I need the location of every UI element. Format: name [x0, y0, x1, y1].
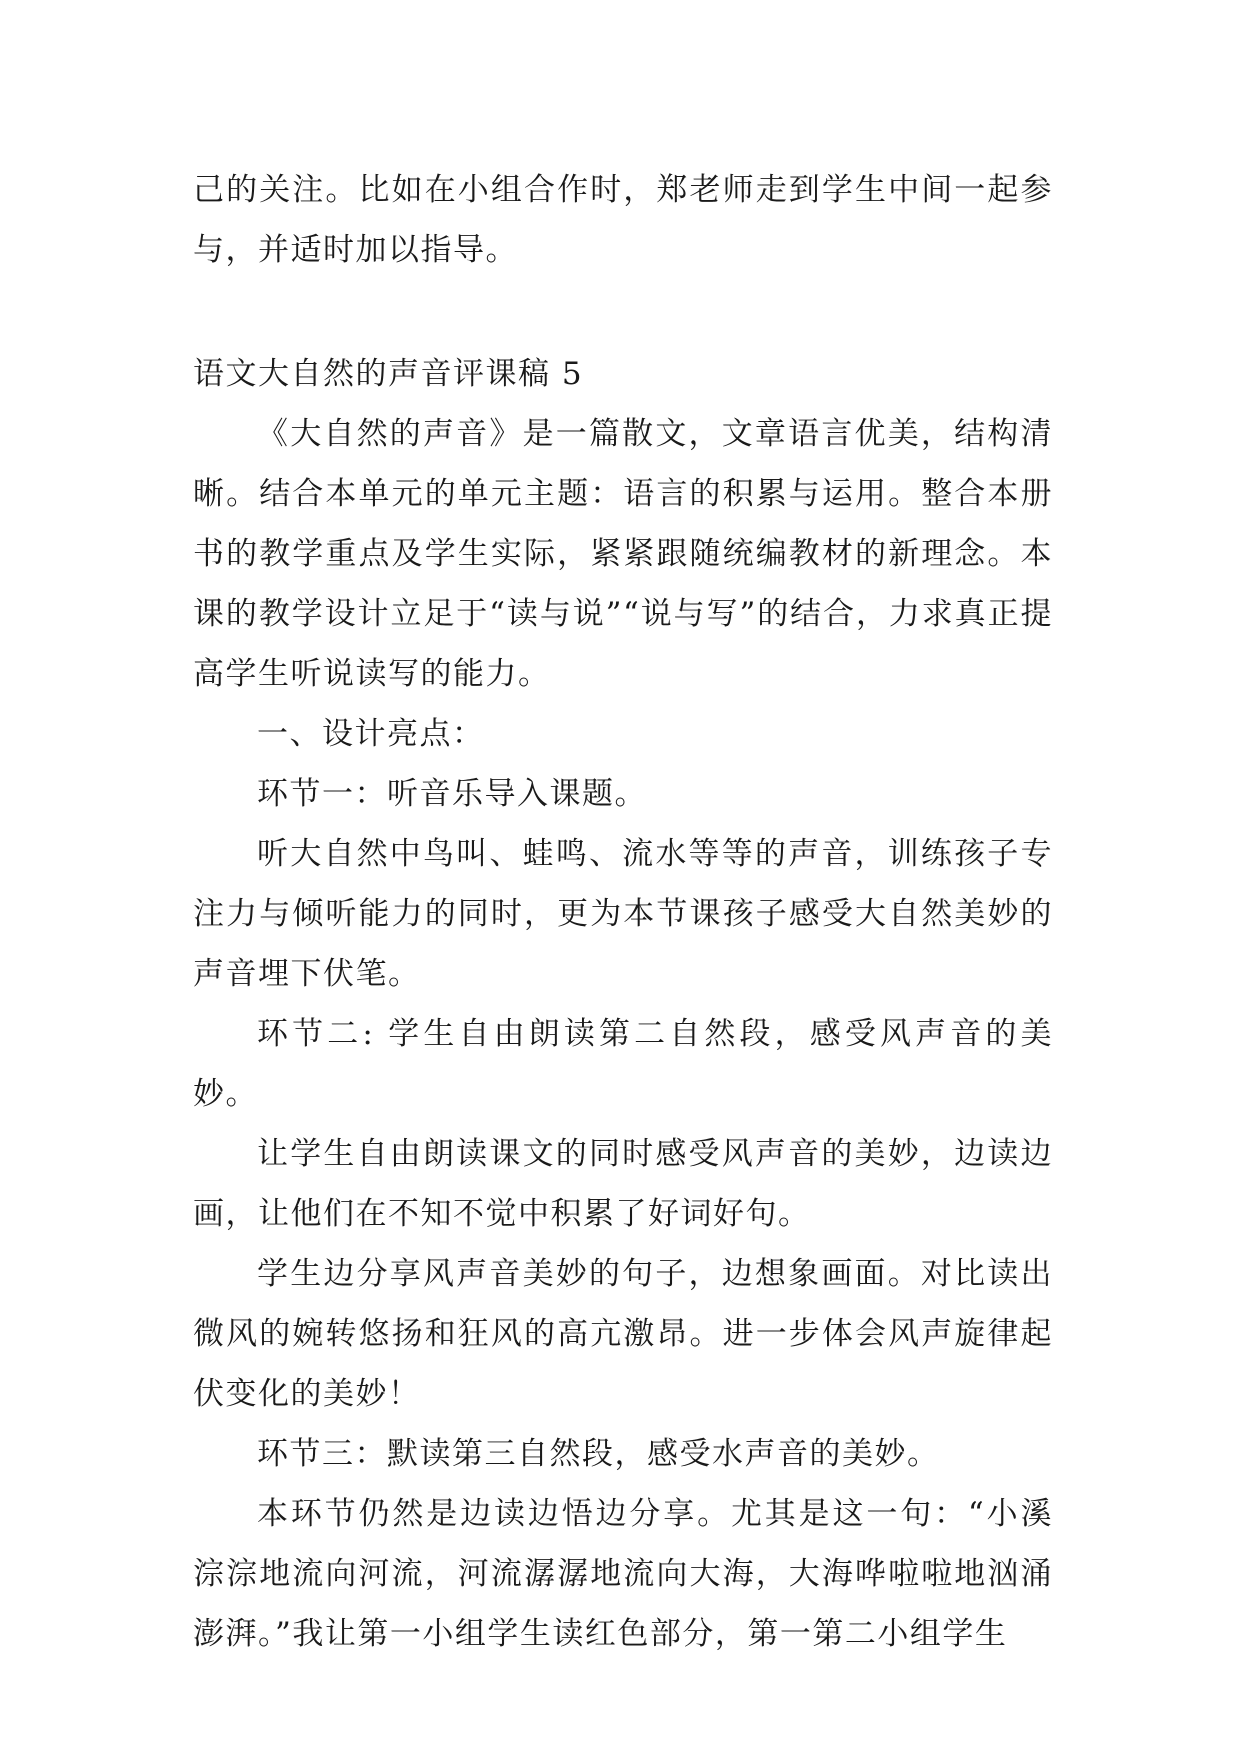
body-paragraph: 本环节仍然是边读边悟边分享。尤其是这一句：“小溪淙淙地流向河流，河流潺潺地流向大海，大海哗啦啦地汹涌澎湃。”我让第一小组学生读红色部分，第一第二小组学生: [193, 1496, 1053, 1652]
document-body: [193, 160, 1053, 1664]
step-three-heading: 环节三：默读第三自然段，感受水声音的美妙。: [257, 1436, 940, 1472]
body-paragraph: 学生边分享风声音美妙的句子，边想象画面。对比读出微风的婉转悠扬和狂风的高亢激昂。进一步体会风声旋律起伏变化的美妙！: [193, 1256, 1053, 1412]
section-title: 语文大自然的声音评课稿 5: [193, 356, 584, 392]
body-paragraph: 听大自然中鸟叫、蛙鸣、流水等等的声音，训练孩子专注力与倾听能力的同时，更为本节课孩子感受大自然美妙的声音埋下伏笔。: [193, 836, 1053, 992]
step-one-heading: 环节一：听音乐导入课题。: [257, 776, 647, 812]
subheading-design-highlights: 一、设计亮点：: [257, 716, 485, 752]
section-spacer: [193, 280, 1053, 344]
carryover-paragraph: 己的关注。比如在小组合作时，郑老师走到学生中间一起参与，并适时加以指导。: [193, 172, 1053, 268]
step-two-heading: 环节二: 学生自由朗读第二自然段，感受风声音的美妙。: [193, 1016, 1053, 1112]
body-paragraph: 让学生自由朗读课文的同时感受风声音的美妙，边读边画，让他们在不知不觉中积累了好词好句。: [193, 1136, 1053, 1232]
body-paragraph-intro: 《大自然的声音》是一篇散文，文章语言优美，结构清晰。结合本单元的单元主题：语言的积累与运用。整合本册书的教学重点及学生实际，紧紧跟随统编教材的新理念。本课的教学设计立足于“读与说”“说与写”的结合，力求真正提高学生听说读写的能力。: [193, 416, 1053, 692]
